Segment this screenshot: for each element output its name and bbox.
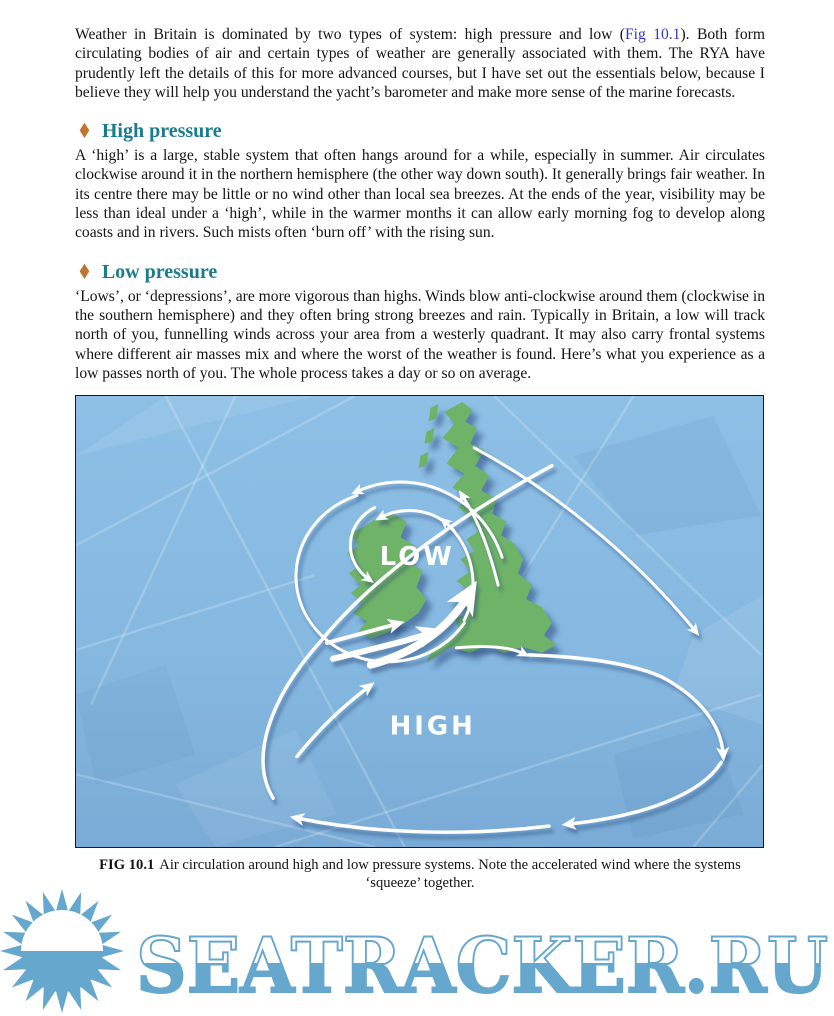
section-title: Low pressure — [101, 260, 218, 283]
watermark — [0, 888, 834, 1016]
figure-caption-text: Air circulation around high and low pressure systems. Note the accelerated wind where the systems ‘squeeze’ together. — [159, 857, 741, 892]
sun-icon — [0, 889, 124, 1013]
diamond-bullet-icon: ♦ — [76, 119, 93, 144]
low-pressure-paragraph: ‘Lows’, or ‘depressions’, are more vigorous than highs. Winds blow anti-clockwise around them (clockwise in the southern hemisphere) and they often bring strong breezes and rain. Typically in Britain, a low will track north of you, funnelling winds across your area from a westerly quadrant. It may also carry frontal systems where different air masses mix and where the worst of the weather is found. Here’s what you experience as a low passes north of you. The whole process takes a day or so on average. — [75, 287, 765, 382]
figure-reference-link[interactable]: Fig 10.1 — [625, 26, 681, 43]
figure-caption-tag: FIG 10.1 — [99, 857, 155, 874]
page-content — [75, 25, 765, 892]
intro-text-after: ). Both form circulating bodies of air and certain types of weather are generally associated with them. The RYA have prudently left the details of this for more advanced courses, but I have set out the essentials below, because I believe they will help you understand the yacht’s barometer and make more sense of the marine forecasts. — [75, 26, 765, 101]
diamond-bullet-icon: ♦ — [76, 259, 93, 284]
section-title: High pressure — [101, 120, 222, 143]
pressure-systems-map — [76, 396, 763, 847]
low-pressure-label: LOW — [379, 542, 455, 573]
intro-text-before: Weather in Britain is dominated by two types of system: high pressure and low ( — [75, 26, 625, 43]
section-heading-low-pressure — [75, 261, 765, 283]
intro-paragraph — [75, 25, 765, 102]
figure-10-1 — [75, 395, 764, 848]
section-heading-high-pressure — [75, 120, 765, 142]
figure-caption — [75, 856, 765, 892]
watermark-text: SEATRACKER.RU — [136, 921, 828, 1010]
high-pressure-label: HIGH — [389, 711, 476, 742]
high-pressure-paragraph: A ‘high’ is a large, stable system that often hangs around for a while, especially in summer. Air circulates clockwise around it in the northern hemisphere (the other way down south). It generally brings fair weather. In its centre there may be little or no wind other than local sea breezes. At the ends of the year, visibility may be less than ideal under a ‘high’, while in the warmer months it can allow early morning fog to develop along coasts and in rivers. Such mists often ‘burn off’ with the rising sun. — [75, 147, 765, 242]
